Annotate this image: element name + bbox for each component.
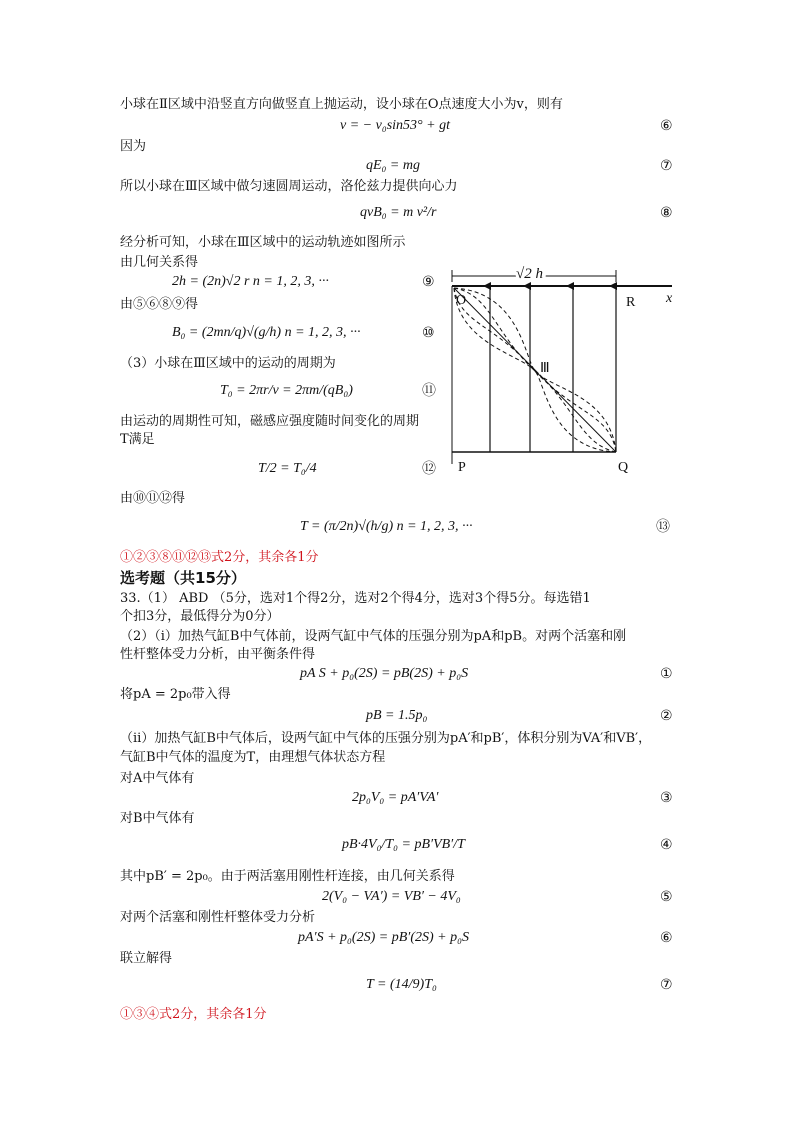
text-line: 将pA = 2p₀带入得: [120, 687, 231, 702]
text-line: 其中pB′ = 2p₀。由于两活塞用刚性杆连接，由几何关系得: [120, 869, 455, 884]
equation-number-13: ⑬: [656, 519, 670, 535]
equation-number-c2: ②: [660, 708, 673, 724]
text-line: 联立解得: [120, 951, 173, 966]
equation-13: T = (π/2n)√(h/g) n = 1, 2, 3, ···: [300, 519, 473, 534]
equation-8: qvB₀ = m v²/r: [360, 205, 437, 220]
text-line: 因为: [120, 139, 147, 154]
equation-number-c6: ⑥: [660, 930, 673, 946]
scoring-note: ①③④式2分，其余各1分: [120, 1007, 267, 1022]
text-line: 个扣3分，最低得分为0分）: [120, 609, 280, 624]
text-line: T满足: [120, 432, 155, 447]
point-o: O: [456, 293, 467, 308]
text-line: 由几何关系得: [120, 255, 199, 270]
trajectory-figure: [440, 264, 680, 475]
equation-number-c4: ④: [660, 837, 673, 853]
equation-c4: pB·4V₀/T₀ = pB′VB′/T: [342, 837, 465, 852]
equation-c2: pB = 1.5p₀: [366, 708, 428, 723]
equation-number-c1: ①: [660, 666, 673, 682]
equation-number-11: ⑪: [422, 383, 436, 399]
equation-c7: T = (14/9)T₀: [366, 977, 437, 992]
equation-11: T₀ = 2πr/v = 2πm/(qB₀): [220, 383, 353, 398]
equation-c1: pA S + p₀(2S) = pB(2S) + p₀S: [300, 666, 469, 681]
text-line: 性杆整体受力分析，由平衡条件得: [120, 647, 316, 662]
text-line: （2）（i）加热气缸B中气体前，设两气缸中气体的压强分别为pA和pB。对两个活塞和刚: [120, 629, 627, 644]
point-q: Q: [618, 460, 629, 475]
equation-6: v = − v₀sin53° + gt: [340, 118, 450, 133]
equation-number-8: ⑧: [660, 205, 673, 221]
text-line: 由⑤⑥⑧⑨得: [120, 297, 199, 312]
scoring-note: ①②③⑧⑪⑫⑬式2分，其余各1分: [120, 550, 319, 565]
equation-c3: 2p₀V₀ = pA′VA′: [352, 790, 439, 805]
text-line: 气缸B中气体的温度为T，由理想气体状态方程: [120, 750, 386, 765]
equation-number-c5: ⑤: [660, 889, 673, 905]
text-line: 对两个活塞和刚性杆整体受力分析: [120, 910, 316, 925]
region-iii: Ⅲ: [540, 361, 550, 376]
section-heading: 选考题（共15分）: [120, 569, 246, 587]
equation-c5: 2(V₀ − VA′) = VB′ − 4V₀: [322, 889, 461, 904]
equation-10: B₀ = (2mn/q)√(g/h) n = 1, 2, 3, ···: [172, 325, 361, 340]
text-line: 经分析可知，小球在Ⅲ区域中的运动轨迹如图所示: [120, 235, 406, 250]
width-label: √2 h: [516, 266, 543, 282]
point-r: R: [626, 295, 636, 310]
text-line: 由运动的周期性可知，磁感应强度随时间变化的周期: [120, 414, 420, 429]
equation-7: qE₀ = mg: [366, 158, 420, 173]
text-line: （ii）加热气缸B中气体后，设两气缸中气体的压强分别为pA′和pB′，体积分别为VA′和VB′，: [120, 731, 652, 746]
text-line: （3）小球在Ⅲ区域中的运动的周期为: [120, 356, 336, 371]
equation-9: 2h = (2n)√2 r n = 1, 2, 3, ···: [172, 274, 329, 289]
text-line: 由⑩⑪⑫得: [120, 491, 186, 506]
diagonal-path: [454, 288, 616, 452]
equation-number-7: ⑦: [660, 158, 673, 174]
equation-12: T/2 = T₀/4: [258, 461, 317, 476]
equation-number-6: ⑥: [660, 118, 673, 134]
equation-number-12: ⑫: [422, 461, 436, 477]
x-axis-label: x: [666, 291, 673, 306]
text-line: 所以小球在Ⅲ区域中做匀速圆周运动，洛伦兹力提供向心力: [120, 179, 458, 194]
equation-number-9: ⑨: [422, 274, 435, 290]
text-line: 小球在Ⅱ区域中沿竖直方向做竖直上抛运动，设小球在O点速度大小为v，则有: [120, 97, 563, 112]
text-line: 33.（1） ABD （5分，选对1个得2分，选对2个得4分，选对3个得5分。每选错1: [120, 591, 591, 606]
text-line: 对B中气体有: [120, 811, 195, 826]
equation-number-c3: ③: [660, 790, 673, 806]
point-p: P: [458, 460, 466, 475]
equation-c6: pA′S + p₀(2S) = pB′(2S) + p₀S: [298, 930, 469, 945]
equation-number-c7: ⑦: [660, 977, 673, 993]
text-line: 对A中气体有: [120, 771, 195, 786]
equation-number-10: ⑩: [422, 325, 435, 341]
